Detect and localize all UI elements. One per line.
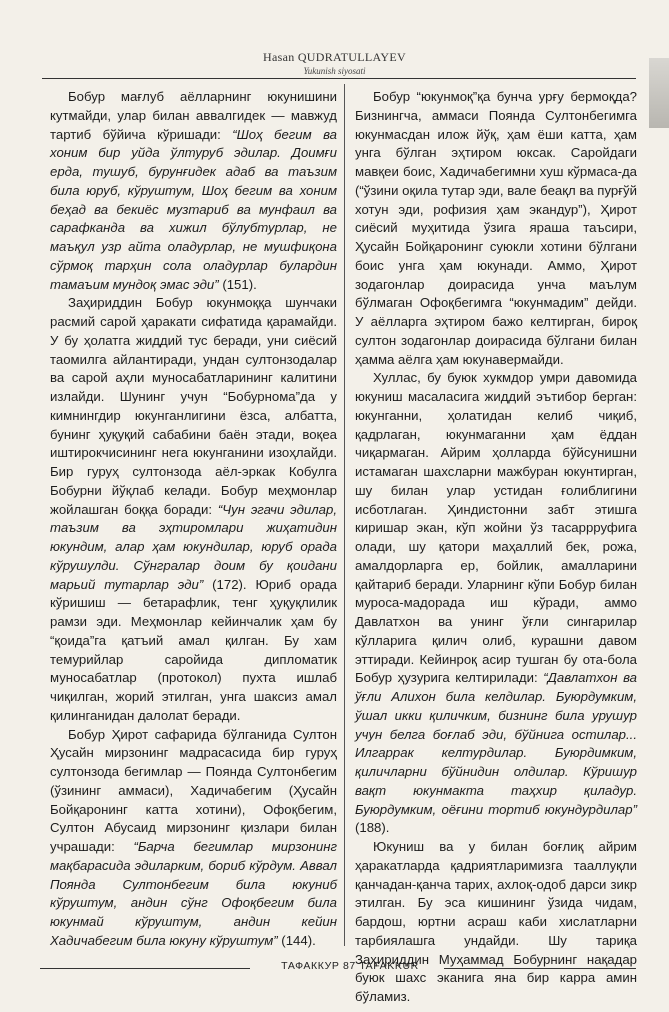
quotation: “Чун эгачи эдилар, таъзим ва эҳтиромлари жиҳатидин юкундим, алар ҳам юкундилар, юруб орада кўрушулди. Сўнгралар доим бу қоидани марьий тутарлар эди” bbox=[50, 501, 337, 592]
text-run: (188). bbox=[355, 820, 390, 836]
text-run: Заҳириддин Бобур юкунмоққа шунчаки расмий сарой ҳаракати сифатида қарамайди. У бу ҳолатга жиддий тус беради, уни сиёсий таомилга айлантиради, ундан султонзодалар ва сарой аҳли муносабатларининг калитини излайди. Шунинг учун “Бобурнома”да у кимнингдир юкунганлигини ёзса, албатта, бунинг ҳуқуқий сабабини баён этади, воқеа иштирокчисининг нега юкунганини изоҳлайди. Бир гуруҳ султонзода аёл-эркак Кобулга Бобурни йўқлаб келади. Бобур меҳмонлар жойлашган боққа боради: bbox=[50, 295, 337, 517]
paragraph bbox=[50, 88, 337, 294]
text-run: (151). bbox=[218, 276, 257, 292]
column-divider bbox=[344, 84, 345, 946]
text-run: Хуллас, бу буюк хукмдор умри давомида юкуниш масаласига жиддий эътибор берган: юкунганни, ҳолатидан келиб чиқиб, қадрлаган, юкунмаганни ҳам ёддан чиқармаган. Айрим ҳолларда бўйсунишни истамаган шахсларни мажбуран юкунтирган, шу билан улар устидан ғолиблигини исботлаган. Ҳиндистонни забт этишга киришар экан, кўп жойни ўз тасаррруфига олади, шу қатори маҳаллий бек, рожа, амалдорларга ер, бойлик, амалларини қайтариб беради. Уларнинг кўпи Бобур билан муроса-мадорада иш кўради, аммо Давлатхон ва унинг ўғли сингарилар кўлларига қилич олиб, курашни давом эттиради. Кейинроқ асир тушган бу ота-бола Бобур ҳузурига келтирилади: bbox=[355, 370, 637, 686]
text-run: Бобур мағлуб аёлларнинг юкунишини кутмайди, улар билан аввалгидек — мавжуд тартиб бўйича кўришади: bbox=[50, 89, 337, 142]
author-name: Hasan QUDRATULLAYEV bbox=[263, 50, 406, 64]
quotation: “Шоҳ бегим ва хоним бир уйда ўлтуруб эдилар. Доимғи ерда, тушуб, бурунғидек адаб ва таъзим била юруб, кўруштум, Шоҳ бегим ва хоним беҳад ва бекиёс музтариб ва мунфаил ва сарафканда ва хижил бўлубтурлар, не маъқул узр айта оладурлар, не мушфиқона сўрмоқ тарҳин сола оладурлар булардин тамаъим мундоқ эмас эди” bbox=[50, 126, 338, 292]
footer-rule-left bbox=[40, 968, 250, 969]
quotation: “Давлатхон ва ўғли Алихон била келдилар. Буюрдумким, ўшал икки қиличким, бизнинг била урушур учун белга боғлаб эди, бўйнига остилар... Илгаррак келтурдилар. Буюрдимким, қиличларни бўйнидин олдилар. Кўришур вақт юкунмакта таҳхир қиладур. Буюрдумким, оёғини тортиб юкундурдилар” bbox=[355, 670, 637, 817]
page-footer bbox=[40, 960, 636, 976]
left-column bbox=[50, 88, 337, 951]
footer-page-number: ТАФАККУР 87 TAFAKKUR bbox=[281, 960, 419, 972]
text-run: (144). bbox=[277, 932, 316, 948]
right-column bbox=[355, 88, 637, 1007]
text-run: (172). Юриб орада кўришиш — бетарафлик, тенг ҳуқуқлилик рамзи эди. Меҳмонлар кейинчалик ҳам бу “қоида”га қатъий амал қилган. Бу хам темурийлар саройида дипломатик муносабатлар (протокол) пухта ишлаб чиқилган, жорий этилган, унга шаксиз амал қилинганидан далолат беради. bbox=[50, 576, 337, 723]
header-rule bbox=[42, 78, 636, 79]
paragraph bbox=[355, 88, 637, 369]
paragraph bbox=[50, 294, 337, 725]
paragraph bbox=[50, 726, 337, 951]
paragraph bbox=[355, 369, 637, 838]
quotation: “Барча бегимлар мирзонинг мақбарасида эдиларким, бориб кўрдум. Аввал Поянда Султонбегим била юкуниб кўруштум, андин сўнг Офоқбегим била юкунмай кўруштум, андин кейин Хадичабегим била юкуну кўруштум” bbox=[50, 839, 337, 948]
footer-rule-right bbox=[444, 968, 636, 969]
running-header bbox=[0, 50, 669, 76]
text-run: Бобур “юкунмоқ”қа бунча урғу бермоқда? Бизнингча, аммаси Поянда Султонбегимга юкунмасдан илож йўқ, ҳам ёши катта, ҳам унга бўлган эҳтиром юксак. Саройдаги мавқеи боис, Хадичабегимни хуш кўрмаса-да (“ўзини оқила тутар эди, вале беақл ва пурғўй хотун эди, рофизия ҳам экандур”), Ҳирот сиёсий муҳитида ўзига яраша таъсири, Ҳусайн Бойқаронинг суюкли хотини бўлгани боис унга ҳам юкунади. Аммо, Ҳирот зодагонлар доирасида унча маълум бўлмаган Офоқбегимга “юкунмадим” дейди. У аёлларга эҳтиром бажо келтирган, бироқ султон зодагонлар доирасида бўлгани билан ҳамма аёлга ҳам юкунавермайди. bbox=[355, 89, 637, 367]
paragraph bbox=[355, 838, 637, 1007]
text-run: Юкуниш ва у билан боғлиқ айрим ҳаракатларда қадриятларимизга тааллуқли қанчадан-қанча тарих, ахлоқ-одоб дарси зикр этилган. Бу эса кишининг ўзида чидам, бардош, юртни асраш каби хислатларни тарбиялашга ундайди. Шу тариқа Заҳириддин Муҳаммад Бобурнинг нақадар буюк шахс эканига яна бир карра амин бўламиз. bbox=[355, 839, 637, 1004]
article-subtitle: Yukunish siyosati bbox=[303, 66, 366, 76]
text-run: Бобур Ҳирот сафарида бўлганида Султон Ҳусайн мирзонинг мадрасасида бир гуруҳ султонзода бегимлар — Поянда Султонбегим (ўзининг аммаси), Хадичабегим (Ҳусайн Бойқаронинг катта хотини), Офоқбегим, Султон Абусаид мирзонинг қизлари билан учрашади: bbox=[50, 726, 337, 854]
